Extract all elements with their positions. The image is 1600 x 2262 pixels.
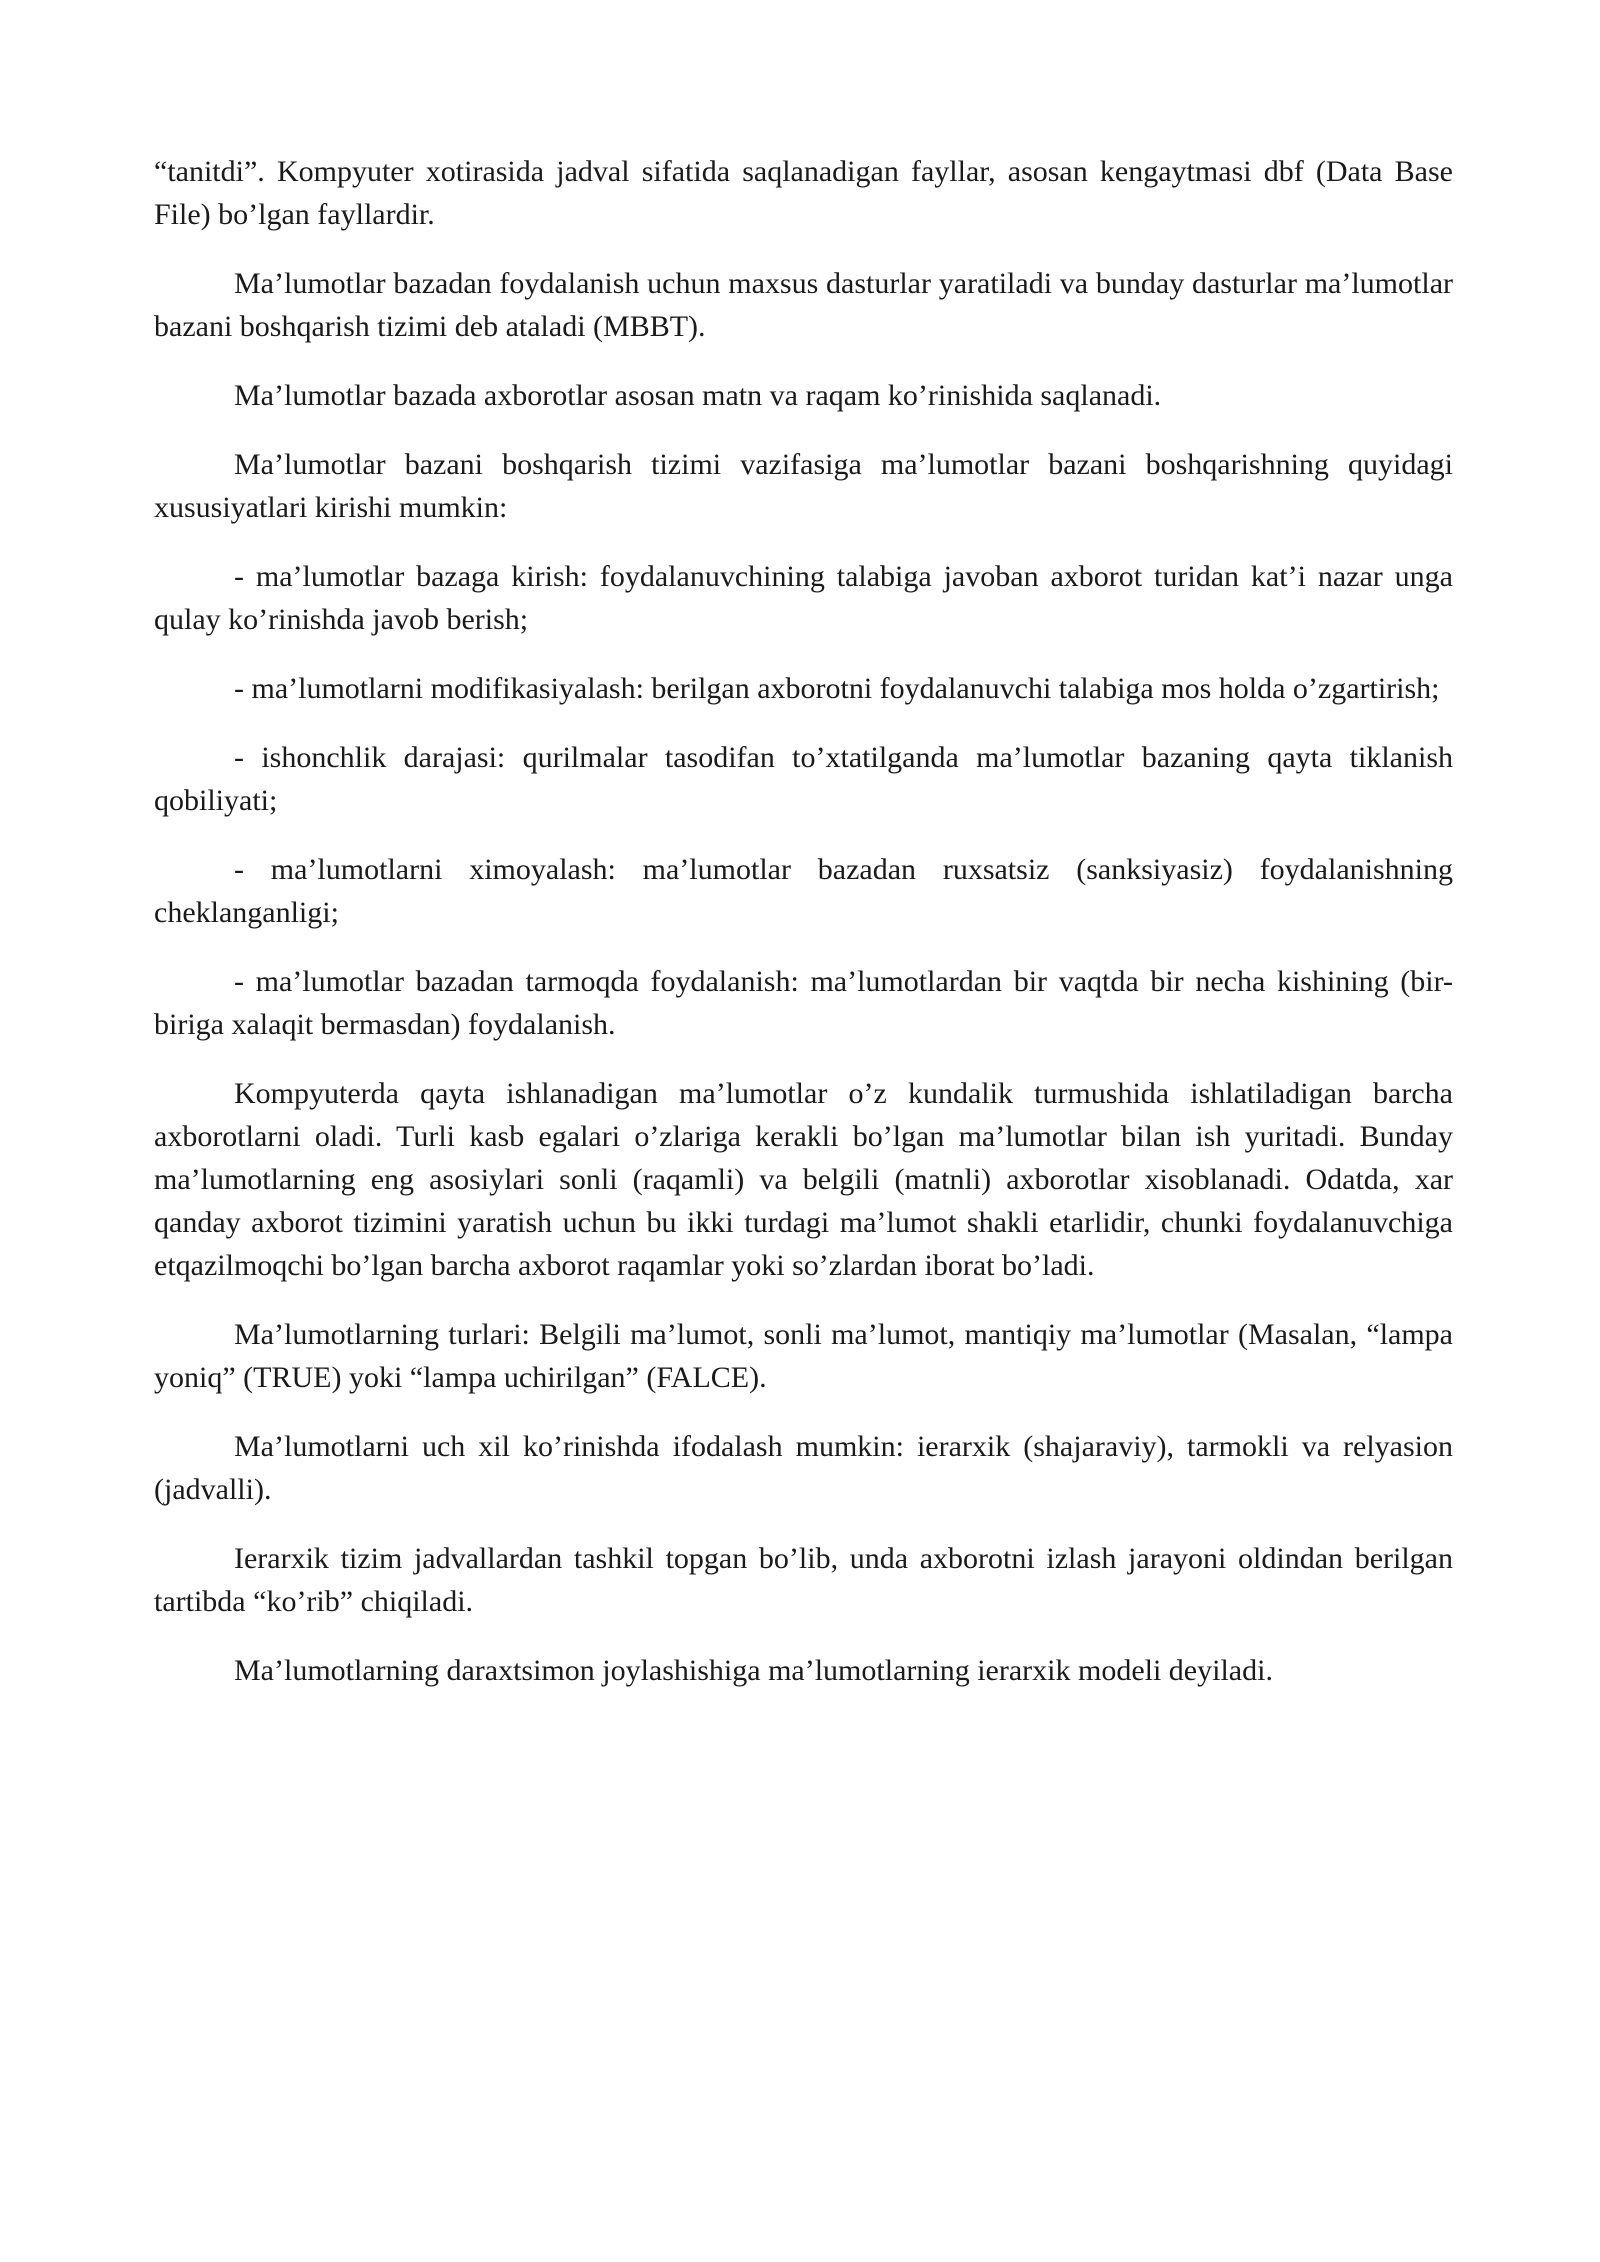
list-item-protection: - ma’lumotlarni ximoyalash: ma’lumotlar bazadan ruxsatsiz (sanksiyasiz) foydalanishning cheklanganligi; <box>154 853 1453 929</box>
paragraph-continuation: “tanitdi”. Kompyuter xotirasida jadval sifatida saqlanadigan fayllar, asosan kengaytmasi dbf (Data Base File) bo’lgan fayllardir. <box>154 155 1453 231</box>
paragraph-mbbt-features-intro: Ma’lumotlar bazani boshqarish tizimi vazifasiga ma’lumotlar bazani boshqarishning quyidagi xususiyatlari kirishi mumkin: <box>154 448 1453 524</box>
paragraph-data-processing: Kompyuterda qayta ishlanadigan ma’lumotlar o’z kundalik turmushida ishlatiladigan barcha axborotlarni oladi. Turli kasb egalari o’zlariga kerakli bo’lgan ma’lumotlar bilan ish yuritadi. Bunday ma’lumotlarning eng asosiylari sonli (raqamli) va belgili (matnli) axborotlar xisoblanadi. Odatda, xar qanday axborot tizimini yaratish uchun bu ikki turdagi ma’lumot shakli etarlidir, chunki foydalanuvchiga etqazilmoqchi bo’lgan barcha axborot raqamlar yoki so’zlardan iborat bo’ladi. <box>154 1077 1453 1282</box>
list-item-access: - ma’lumotlar bazaga kirish: foydalanuvchining talabiga javoban axborot turidan kat’i nazar unga qulay ko’rinishda javob berish; <box>154 560 1453 636</box>
paragraph-data-types: Ma’lumotlarning turlari: Belgili ma’lumot, sonli ma’lumot, mantiqiy ma’lumotlar (Masalan, “lampa yoniq” (TRUE) yoki “lampa uchirilgan” (FALCE). <box>154 1318 1453 1394</box>
paragraph-hierarchical-model: Ma’lumotlarning daraxtsimon joylashishiga ma’lumotlarning ierarxik modeli deyiladi. <box>234 1654 1273 1687</box>
list-item-modification: - ma’lumotlarni modifikasiyalash: berilgan axborotni foydalanuvchi talabiga mos holda o’zgartirish; <box>234 672 1440 705</box>
paragraph-storage-forms: Ma’lumotlar bazada axborotlar asosan matn va raqam ko’rinishida saqlanadi. <box>234 379 1162 412</box>
paragraph-data-models: Ma’lumotlarni uch xil ko’rinishda ifodalash mumkin: ierarxik (shajaraviy), tarmokli va relyasion (jadvalli). <box>154 1430 1453 1506</box>
list-item-network-use: - ma’lumotlar bazadan tarmoqda foydalanish: ma’lumotlardan bir vaqtda bir necha kishining (bir-biriga xalaqit bermasdan) foydalanish. <box>154 965 1453 1041</box>
list-item-reliability: - ishonchlik darajasi: qurilmalar tasodifan to’xtatilganda ma’lumotlar bazaning qayta tiklanish qobiliyati; <box>154 741 1453 817</box>
document-page <box>154 150 1453 1718</box>
paragraph-hierarchical-system: Ierarxik tizim jadvallardan tashkil topgan bo’lib, unda axborotni izlash jarayoni oldindan berilgan tartibda “ko’rib” chiqiladi. <box>154 1542 1453 1618</box>
paragraph-mbbt-definition: Ma’lumotlar bazadan foydalanish uchun maxsus dasturlar yaratiladi va bunday dasturlar ma’lumotlar bazani boshqarish tizimi deb ataladi (MBBT). <box>154 267 1453 343</box>
